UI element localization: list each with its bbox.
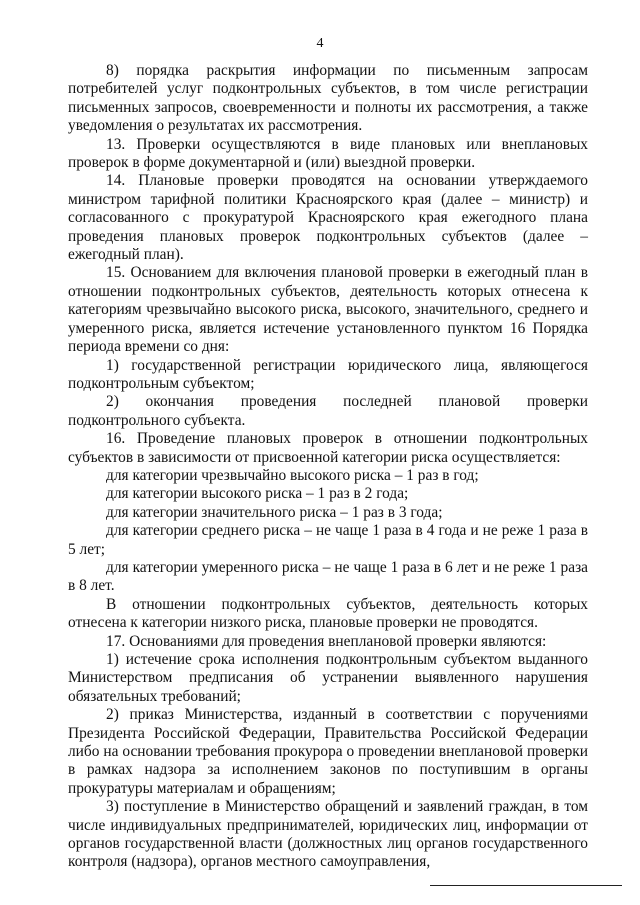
risk-category-significant: для категории значительного риска – 1 раз в 3 года; xyxy=(106,503,443,521)
document-body xyxy=(68,62,588,872)
paragraph-14: 14. Плановые проверки проводятся на основании утверждаемого министром тарифной политики Красноярского края (далее – министр) и согласованного с прокуратурой Красноярского края ежегодного плана проведения плановых проверок подконтрольных субъектов (далее – ежегодный план). xyxy=(68,172,588,264)
risk-category-high: для категории высокого риска – 1 раз в 2 года; xyxy=(106,485,409,503)
paragraph-17: 17. Основаниями для проведения внеплановой проверки являются: xyxy=(106,632,547,650)
paragraph-17-item-3: 3) поступление в Министерство обращений и заявлений граждан, в том числе индивидуальных предпринимателей, юридических лиц, информации от органов государственной власти (должностных лиц органов государственного контроля (надзора), органов местного самоуправления, xyxy=(68,798,588,871)
risk-category-moderate: для категории умеренного риска – не чаще 1 раза в 6 лет и не реже 1 раза в 8 лет. xyxy=(68,558,588,595)
paragraph-17-item-1: 1) истечение срока исполнения подконтрольным субъектом выданного Министерством предписания об устранении выявленного нарушения обязательных требований; xyxy=(68,651,588,705)
page-number: 4 xyxy=(316,36,324,51)
paragraph-13: 13. Проверки осуществляются в виде плановых или внеплановых проверок в форме документарной и (или) выездной проверки. xyxy=(68,135,588,172)
paragraph-8-disclosure-order: 8) порядка раскрытия информации по письменным запросам потребителей услуг подконтрольных субъектов, в том числе регистрации письменных запросов, своевременности и полноты их рассмотрения, а также уведомления о результатах их рассмотрения. xyxy=(68,62,588,135)
bottom-rule xyxy=(430,885,622,886)
paragraph-15-item-1: 1) государственной регистрации юридического лица, являющегося подконтрольным субъектом; xyxy=(68,356,588,392)
risk-category-extremely-high: для категории чрезвычайно высокого риска – 1 раз в год; xyxy=(106,466,479,484)
paragraph-15-item-2: 2) окончания проведения последней плановой проверки подконтрольного субъекта. xyxy=(68,393,588,429)
risk-category-medium: для категории среднего риска – не чаще 1 раза в 4 года и не реже 1 раза в 5 лет; xyxy=(68,522,588,558)
paragraph-16: 16. Проведение плановых проверок в отношении подконтрольных субъектов в зависимости от присвоенной категории риска осуществляется: xyxy=(68,430,588,466)
paragraph-15: 15. Основанием для включения плановой проверки в ежегодный план в отношении подконтрольных субъектов, деятельность которых отнесена к категориям чрезвычайно высокого риска, высокого, значительного, среднего и умеренного риска, является истечение установленного пунктом 16 Порядка периода времени со дня: xyxy=(68,264,588,356)
paragraph-17-item-2: 2) приказ Министерства, изданный в соответствии с поручениями Президента Российской Федерации, Правительства Российской Федерации либо на основании требования прокурора о проведении внеплановой проверки в рамках надзора за исполнением законов по поступившим в органы прокуратуры материалам и обращениям; xyxy=(68,706,588,797)
risk-category-low-note: В отношении подконтрольных субъектов, деятельность которых отнесена к категории низкого риска, плановые проверки не проводятся. xyxy=(68,595,588,632)
